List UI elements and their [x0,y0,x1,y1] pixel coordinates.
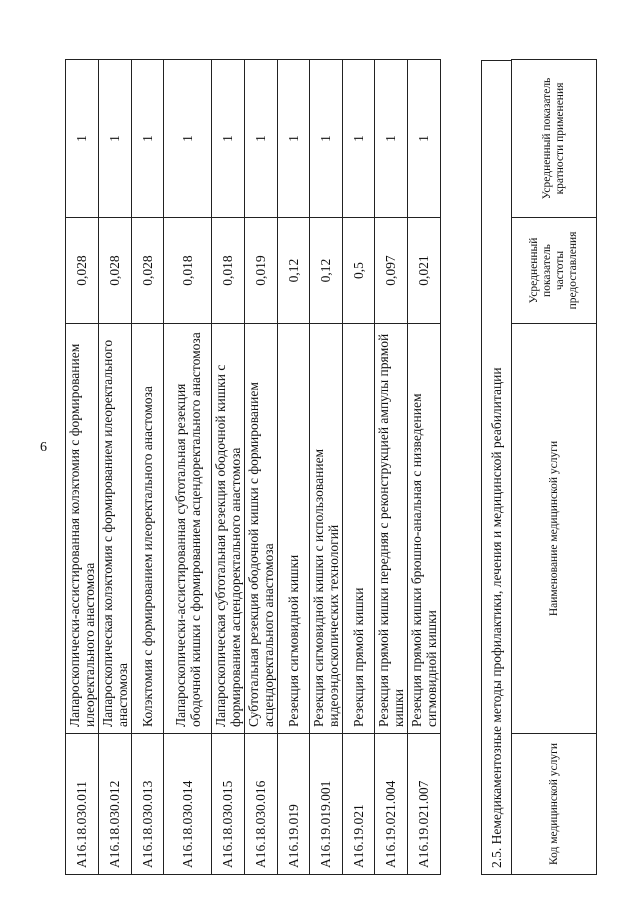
procedure-multiplicity: 1 [132,60,164,218]
header-code: Код медицинской услуги [512,734,597,875]
table-row [164,60,212,875]
procedure-frequency: 0,097 [375,218,408,324]
table-row [343,60,375,875]
procedure-frequency: 0,019 [245,218,278,324]
procedure-frequency: 0,028 [99,218,132,324]
procedures-table [65,59,441,875]
procedure-code: A16.18.030.013 [132,734,164,875]
procedure-name: Резекция прямой кишки [343,324,375,734]
procedure-name: Лапароскопическая субтотальная резекция ободочной кишки с формированием асцендоректального анастомоза [212,324,245,734]
procedure-code: A16.19.019.001 [310,734,343,875]
procedure-frequency: 0,018 [212,218,245,324]
procedure-frequency: 0,12 [310,218,343,324]
table-row [310,60,343,875]
section-header-row [512,60,597,875]
procedure-code: A16.18.030.015 [212,734,245,875]
procedure-code: A16.18.030.016 [245,734,278,875]
procedure-multiplicity: 1 [278,60,310,218]
procedure-multiplicity: 1 [99,60,132,218]
table-row [99,60,132,875]
procedure-name: Колэктомия с формированием илеоректального анастомоза [132,324,164,734]
procedure-multiplicity: 1 [66,60,99,218]
procedure-name: Лапароскопически-ассистированная субтотальная резекция ободочной кишки с формированием асцендоректального анастомоза [164,324,212,734]
procedure-name: Лапароскопически-ассистированная колэктомия с формированием илеоректального анастомоза [66,324,99,734]
table-row [245,60,278,875]
rotated-content [45,25,635,875]
procedure-multiplicity: 1 [245,60,278,218]
header-multiplicity: Усредненный показатель кратности применения [512,60,597,218]
table-row [66,60,99,875]
procedure-frequency: 0,028 [66,218,99,324]
procedure-code: A16.18.030.011 [66,734,99,875]
procedure-code: A16.19.021.007 [408,734,441,875]
procedure-frequency: 0,5 [343,218,375,324]
procedure-name: Лапароскопическая колэктомия с формированием илеоректального анастомоза [99,324,132,734]
section-title: 2.5. Немедикаментозные методы профилактики, лечения и медицинской реабилитации [481,60,511,875]
procedure-frequency: 0,021 [408,218,441,324]
procedure-code: A16.19.019 [278,734,310,875]
table-row [212,60,245,875]
procedure-frequency: 0,12 [278,218,310,324]
procedure-name: Резекция прямой кишки передняя с реконструкцией ампулы прямой кишки [375,324,408,734]
table-row [132,60,164,875]
procedure-code: A16.19.021 [343,734,375,875]
procedure-multiplicity: 1 [164,60,212,218]
procedure-code: A16.19.021.004 [375,734,408,875]
procedure-frequency: 0,018 [164,218,212,324]
procedure-multiplicity: 1 [310,60,343,218]
procedure-multiplicity: 1 [343,60,375,218]
procedure-multiplicity: 1 [375,60,408,218]
procedure-name: Резекция сигмовидной кишки с использованием видеоэндоскопических технологий [310,324,343,734]
table-row [278,60,310,875]
procedure-name: Резекция сигмовидной кишки [278,324,310,734]
table-row [375,60,408,875]
header-frequency: Усредненный показатель частоты предоставления [512,218,597,324]
procedure-frequency: 0,028 [132,218,164,324]
procedure-name: Субтотальная резекция ободочной кишки с формированием асцендоректального анастомоза [245,324,278,734]
procedure-multiplicity: 1 [212,60,245,218]
procedure-multiplicity: 1 [408,60,441,218]
section-header-table [511,59,597,875]
procedure-code: A16.18.030.012 [99,734,132,875]
procedure-code: A16.18.030.014 [164,734,212,875]
procedure-name: Резекция прямой кишки брюшно-анальная с низведением сигмовидной кишки [408,324,441,734]
table-row [408,60,441,875]
header-name: Наименование медицинской услуги [512,324,597,734]
page-number: 6 [40,440,47,455]
